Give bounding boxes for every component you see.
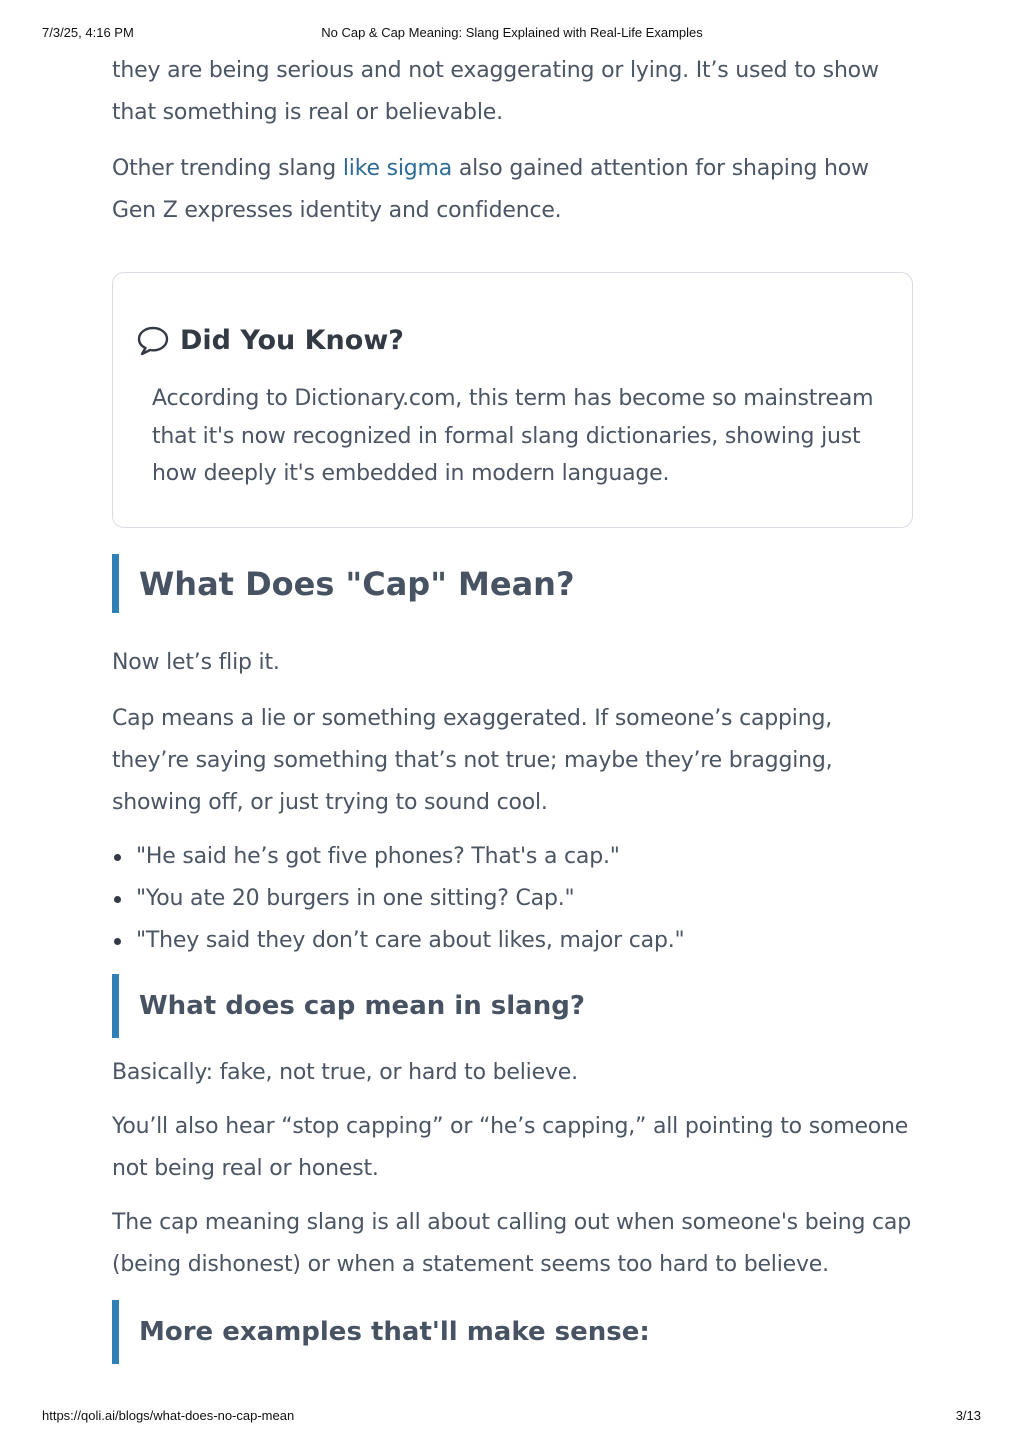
print-date: 7/3/25, 4:16 PM xyxy=(42,25,134,40)
bullet-dot xyxy=(114,896,121,903)
list-item xyxy=(112,836,915,878)
page-number: 3/13 xyxy=(955,1408,981,1423)
slang-explanation-paragraph: The cap meaning slang is all about calling out when someone's being cap (being dishonest) or when a statement seems too hard to believe. xyxy=(112,1210,911,1277)
trending-text-before: Other trending slang xyxy=(112,156,343,181)
print-url: https://qoli.ai/blogs/what-does-no-cap-mean xyxy=(42,1408,295,1423)
list-item-text: "You ate 20 burgers in one sitting? Cap." xyxy=(136,886,575,911)
speech-bubble-icon xyxy=(136,323,170,357)
trending-paragraph xyxy=(112,148,915,232)
sigma-link[interactable]: like sigma xyxy=(342,156,453,181)
bullet-dot xyxy=(114,854,121,861)
list-item-text: "They said they don’t care about likes, major cap." xyxy=(136,928,685,953)
list-item xyxy=(112,920,915,962)
slang-usage-paragraph: You’ll also hear “stop capping” or “he’s capping,” all pointing to someone not being real or honest. xyxy=(112,1114,909,1181)
heading-more-examples: More examples that'll make sense: xyxy=(112,1300,915,1364)
list-item xyxy=(112,878,915,920)
heading-what-does-cap-mean: What Does "Cap" Mean? xyxy=(112,554,915,613)
callout-heading xyxy=(136,323,404,357)
list-item-text: "He said he’s got five phones? That's a cap." xyxy=(136,844,620,869)
heading-cap-in-slang: What does cap mean in slang? xyxy=(112,974,915,1038)
intro-paragraph: they are being serious and not exaggerating or lying. It’s used to show that something is real or believable. xyxy=(112,58,879,125)
did-you-know-callout xyxy=(112,272,913,528)
callout-body: According to Dictionary.com, this term has become so mainstream that it's now recognized in formal slang dictionaries, showing just how deeply it's embedded in modern language. xyxy=(152,386,874,486)
cap-examples-list xyxy=(112,836,915,962)
lead-paragraph: Now let’s flip it. xyxy=(112,650,280,675)
slang-summary-paragraph: Basically: fake, not true, or hard to believe. xyxy=(112,1060,578,1085)
callout-title: Did You Know? xyxy=(180,324,404,356)
print-header xyxy=(42,25,982,43)
trending-text-after: also gained attention for shaping how Gen Z expresses identity and confidence. xyxy=(112,156,869,223)
article-content xyxy=(112,50,915,1364)
print-footer xyxy=(42,1408,982,1426)
bullet-dot xyxy=(114,938,121,945)
cap-definition-paragraph: Cap means a lie or something exaggerated. If someone’s capping, they’re saying something that’s not true; maybe they’re bragging, showing off, or just trying to sound cool. xyxy=(112,706,833,815)
print-page-title: No Cap & Cap Meaning: Slang Explained with Real-Life Examples xyxy=(321,25,703,40)
